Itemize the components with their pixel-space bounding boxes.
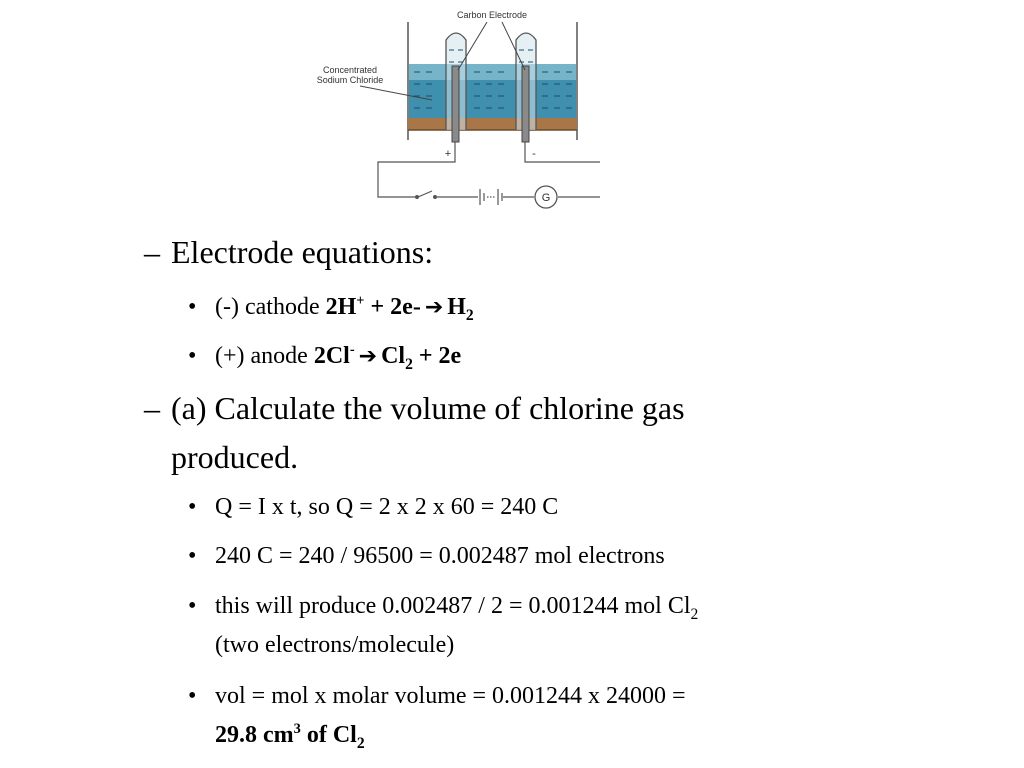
step-charge	[188, 494, 558, 521]
bullet: •	[188, 294, 197, 320]
tank-base	[408, 118, 577, 130]
part-a-question	[144, 390, 685, 427]
anode-equation	[188, 342, 462, 373]
bullet: •	[188, 343, 197, 369]
step-moles-chlorine	[188, 593, 699, 623]
answer-volume-unit-power: 3	[293, 721, 301, 737]
cathode-h-charge: +	[356, 293, 365, 309]
solution-label-line-1: Concentrated	[322, 65, 378, 75]
step-volume	[188, 683, 686, 710]
bullet: •	[188, 593, 197, 619]
dash-bullet: –	[144, 390, 160, 426]
cathode-product-subscript: 2	[465, 306, 474, 324]
negative-terminal-label: -	[532, 148, 536, 160]
part-a-question-cont	[171, 439, 298, 476]
chlorine-subscript: 2	[690, 605, 699, 623]
solution-label-line-2: Sodium Chloride	[316, 75, 384, 85]
cathode-reactant-h: 2H	[325, 294, 357, 320]
anode-reactant-cl: 2Cl	[313, 343, 350, 369]
anode-cl-charge: -	[349, 342, 355, 358]
anode-product-subscript: 2	[405, 355, 413, 373]
part-a-line-2: produced.	[171, 439, 299, 475]
part-a-line-1: (a) Calculate the volume of chlorine gas	[171, 390, 685, 426]
bullet: •	[188, 494, 197, 520]
bullet: •	[188, 543, 197, 569]
arrow-icon: ➔	[424, 295, 444, 320]
step-moles-electrons	[188, 543, 665, 570]
arrow-icon: ➔	[358, 344, 378, 369]
electrode-equations-heading	[144, 234, 433, 271]
anode-carbon-electrode	[452, 66, 459, 142]
answer-chlorine-subscript: 2	[356, 734, 365, 752]
battery-symbol	[480, 189, 502, 205]
anode-electrons: + 2e	[412, 343, 462, 369]
step-moles-chlorine-cont	[215, 632, 454, 659]
step-moles-chlorine-text: this will produce 0.002487 / 2 = 0.001244 mol Cl	[215, 593, 691, 619]
cathode-prefix: (-) cathode	[215, 294, 326, 320]
positive-terminal-label: +	[444, 148, 452, 160]
answer-volume: 29.8 cm	[215, 722, 294, 748]
dash-bullet: –	[144, 234, 160, 270]
bullet: •	[188, 683, 197, 709]
galvanometer-label: G	[541, 192, 551, 204]
cathode-equation	[188, 293, 474, 324]
cathode-electrons: + 2e-	[364, 294, 421, 320]
carbon-electrode-label: Carbon Electrode	[456, 10, 528, 20]
cathode-carbon-electrode	[522, 66, 529, 142]
electrode-heading-text: Electrode equations:	[171, 234, 434, 270]
final-answer	[215, 721, 365, 752]
step-volume-text: vol = mol x molar volume = 0.001244 x 24000 =	[215, 683, 686, 709]
step-charge-text: Q = I x t, so Q = 2 x 2 x 60 = 240 C	[215, 494, 559, 520]
anode-prefix: (+) anode	[215, 343, 314, 369]
answer-of-chlorine: of Cl	[300, 722, 357, 748]
step-moles-chlorine-note: (two electrons/molecule)	[215, 632, 455, 658]
anode-product: Cl	[381, 343, 406, 369]
electrolysis-diagram	[300, 0, 600, 215]
step-moles-electrons-text: 240 C = 240 / 96500 = 0.002487 mol electrons	[215, 543, 665, 569]
cathode-product: H	[447, 294, 466, 320]
